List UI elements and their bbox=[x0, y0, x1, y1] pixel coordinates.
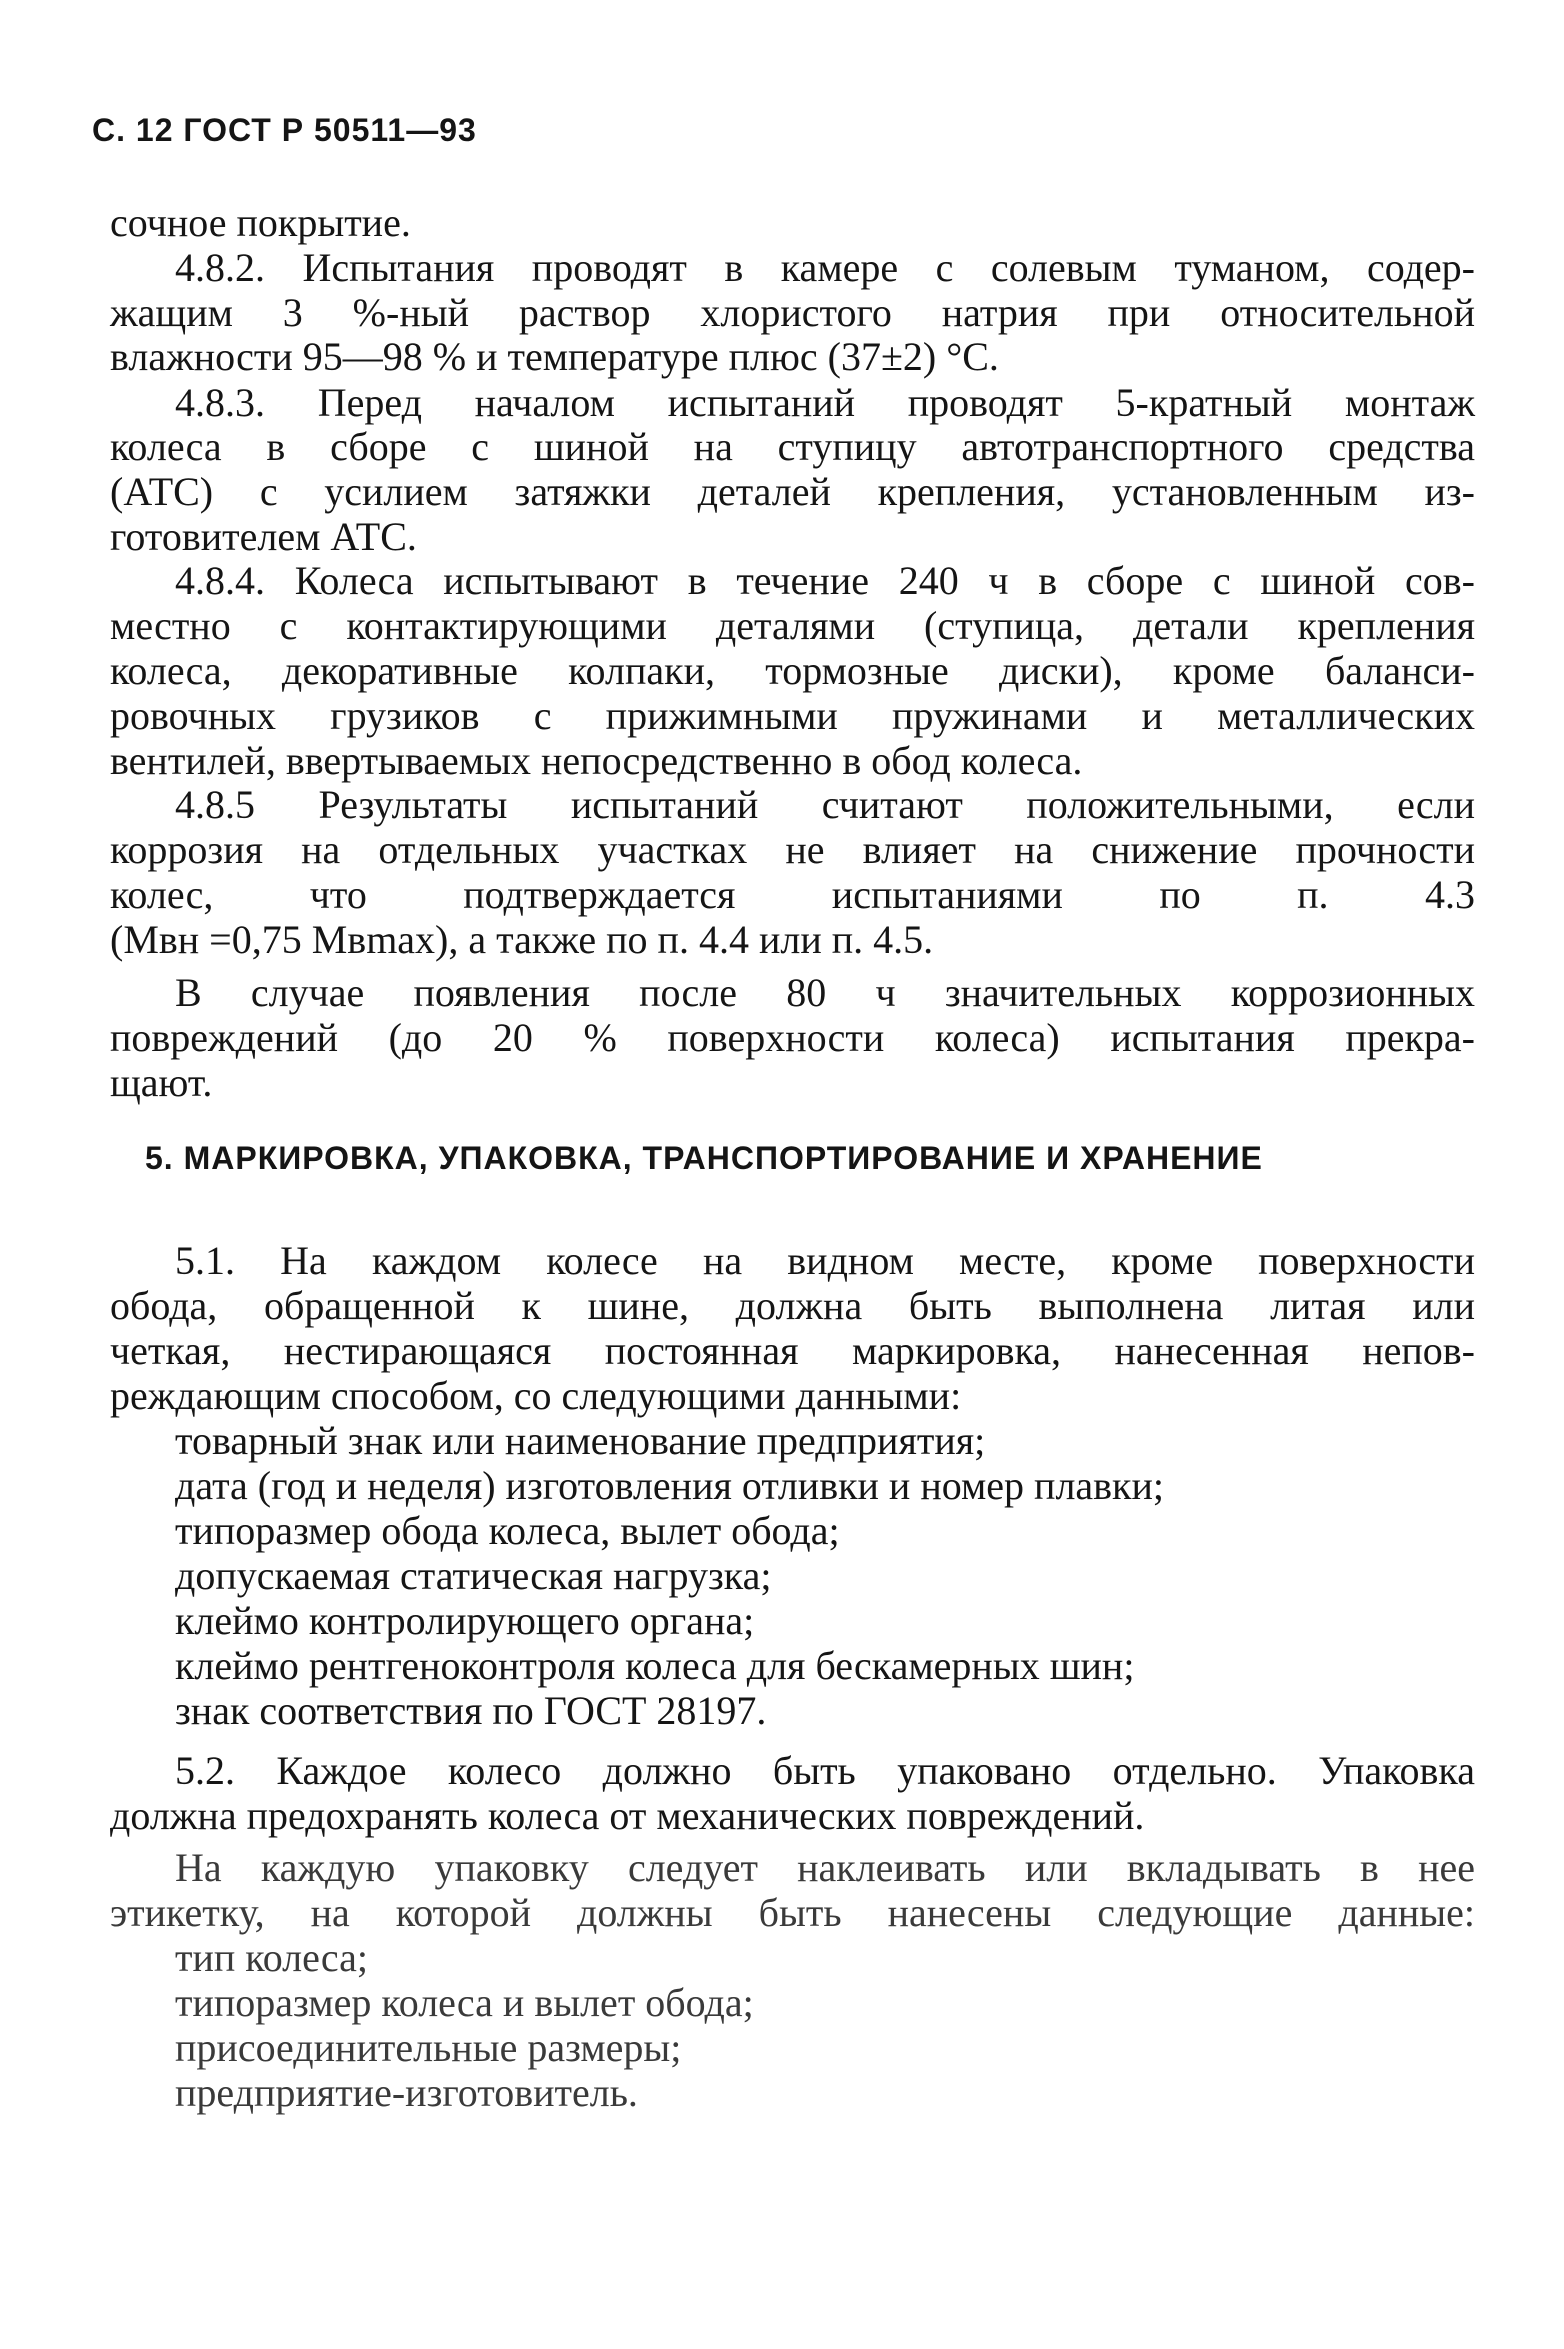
page-header: С. 12 ГОСТ Р 50511—93 bbox=[92, 112, 477, 148]
text-line: этикетку, на которой должны быть нанесены следующие данные: bbox=[110, 1890, 1475, 1935]
text-line: повреждений (до 20 % поверхности колеса) испытания прекра- bbox=[110, 1015, 1475, 1060]
text-line: В случае появления после 80 ч значительных коррозионных bbox=[175, 970, 1475, 1015]
text-line: реждающим способом, со следующими данными: bbox=[110, 1373, 962, 1418]
list-item: допускаемая статическая нагрузка; bbox=[175, 1553, 772, 1598]
list-item: знак соответствия по ГОСТ 28197. bbox=[175, 1688, 767, 1733]
list-item: тип колеса; bbox=[175, 1935, 368, 1980]
text-line: колес, что подтверждается испытаниями по п. 4.3 bbox=[110, 872, 1475, 917]
text-line: готовителем АТС. bbox=[110, 514, 417, 559]
text-line: вентилей, ввертываемых непосредственно в обод колеса. bbox=[110, 738, 1083, 783]
list-item: типоразмер обода колеса, вылет обода; bbox=[175, 1508, 840, 1553]
text-line: колеса, декоративные колпаки, тормозные диски), кроме баланси- bbox=[110, 648, 1475, 693]
text-line: должна предохранять колеса от механических повреждений. bbox=[110, 1793, 1145, 1838]
text-line: сочное покрытие. bbox=[110, 200, 411, 245]
text-line: 4.8.2. Испытания проводят в камере с солевым туманом, содер- bbox=[175, 245, 1475, 290]
text-line: четкая, нестирающаяся постоянная маркировка, нанесенная непов- bbox=[110, 1328, 1475, 1373]
text-line: 4.8.4. Колеса испытывают в течение 240 ч в сборе с шиной сов- bbox=[175, 558, 1475, 603]
text-line: 4.8.5 Результаты испытаний считают положительными, если bbox=[175, 782, 1475, 827]
list-item: дата (год и неделя) изготовления отливки и номер плавки; bbox=[175, 1463, 1165, 1508]
list-item: присоединительные размеры; bbox=[175, 2025, 682, 2070]
text-line: жащим 3 %-ный раствор хлористого натрия при относительной bbox=[110, 290, 1475, 335]
text-line: (АТС) с усилием затяжки деталей крепления, установленным из- bbox=[110, 469, 1475, 514]
list-item: товарный знак или наименование предприятия; bbox=[175, 1418, 986, 1463]
list-item: клеймо контролирующего органа; bbox=[175, 1598, 755, 1643]
text-line: (Mвн =0,75 Mвmax), а также по п. 4.4 или п. 4.5. bbox=[110, 917, 934, 962]
text-line: 5.2. Каждое колесо должно быть упаковано отдельно. Упаковка bbox=[175, 1748, 1475, 1793]
text-line: На каждую упаковку следует наклеивать или вкладывать в нее bbox=[175, 1845, 1475, 1890]
list-item: клеймо рентгеноконтроля колеса для бескамерных шин; bbox=[175, 1643, 1135, 1688]
text-line: местно с контактирующими деталями (ступица, детали крепления bbox=[110, 603, 1475, 648]
text-line: колеса в сборе с шиной на ступицу автотранспортного средства bbox=[110, 424, 1475, 469]
text-line: ровочных грузиков с прижимными пружинами и металлических bbox=[110, 693, 1475, 738]
text-line: обода, обращенной к шине, должна быть выполнена литая или bbox=[110, 1283, 1475, 1328]
text-line: 4.8.3. Перед началом испытаний проводят 5-кратный монтаж bbox=[175, 380, 1475, 425]
text-line: 5.1. На каждом колесе на видном месте, кроме поверхности bbox=[175, 1238, 1475, 1283]
text-line: коррозия на отдельных участках не влияет на снижение прочности bbox=[110, 827, 1475, 872]
list-item: предприятие-изготовитель. bbox=[175, 2070, 638, 2115]
text-line: щают. bbox=[110, 1060, 213, 1105]
list-item: типоразмер колеса и вылет обода; bbox=[175, 1980, 754, 2025]
text-line: влажности 95—98 % и температуре плюс (37±2) °С. bbox=[110, 334, 999, 379]
section-heading: 5. МАРКИРОВКА, УПАКОВКА, ТРАНСПОРТИРОВАНИЕ И ХРАНЕНИЕ bbox=[145, 1140, 1263, 1176]
